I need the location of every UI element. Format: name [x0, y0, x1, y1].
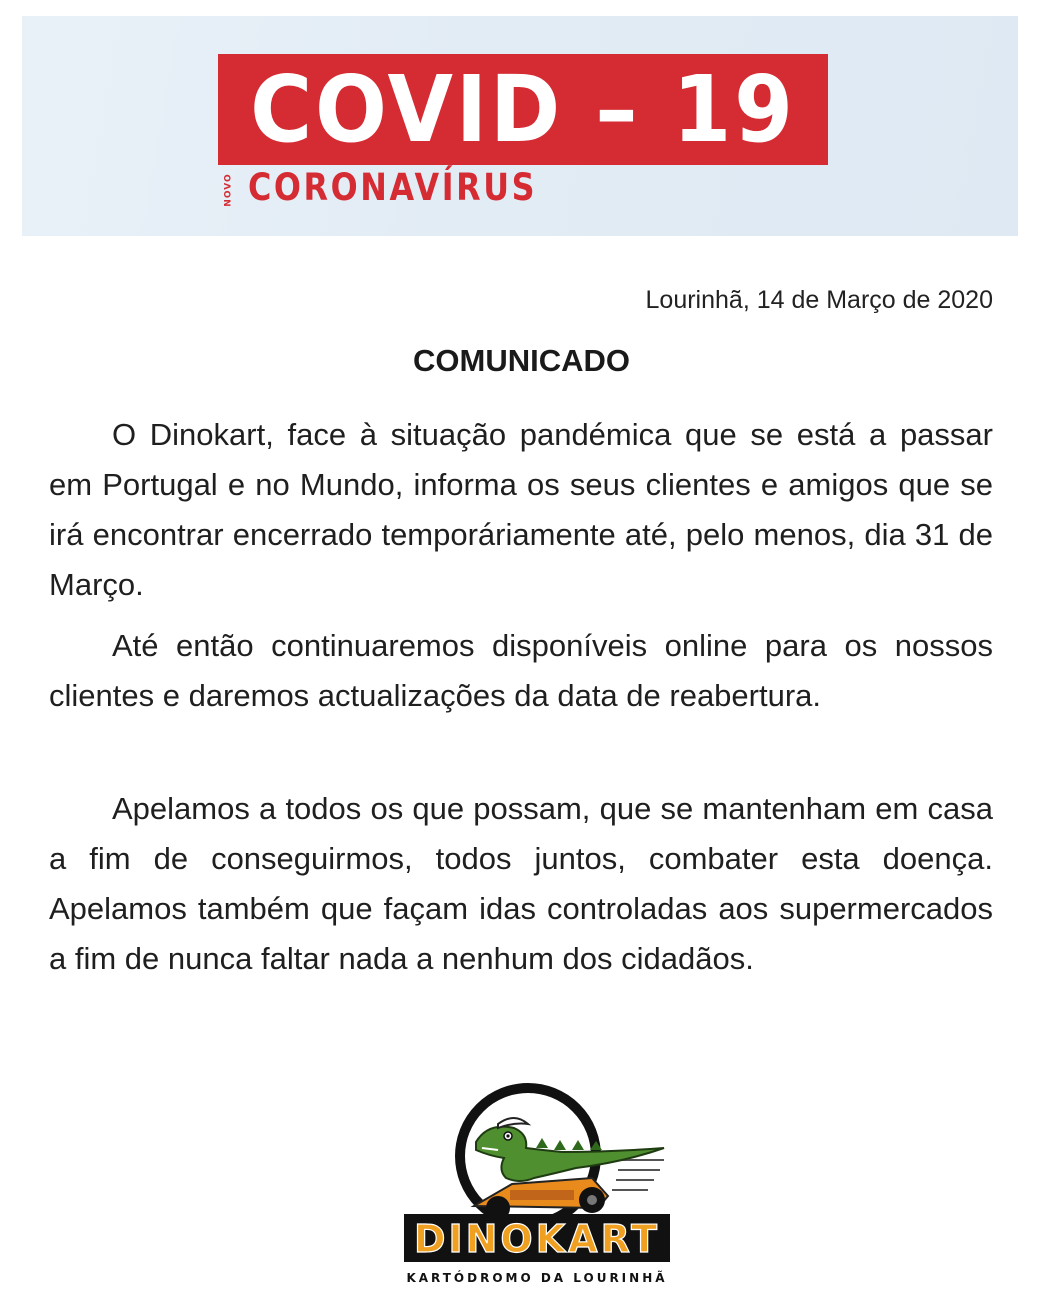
- novo-label-text: NOVO: [224, 173, 234, 207]
- covid-banner: [22, 16, 1018, 236]
- paragraph-2: Até então continuaremos disponíveis online para os nossos clientes e daremos actualizações da data de reabertura.: [49, 628, 993, 713]
- coronavirus-label: CORONAVÍRUS: [248, 166, 538, 209]
- kart-stripe: [510, 1190, 574, 1200]
- date-line: Lourinhã, 14 de Março de 2020: [645, 286, 993, 314]
- paragraph-3: Apelamos a todos os que possam, que se mantenham em casa a fim de conseguirmos, todos juntos, combater esta doença. Apelamos também que façam idas controladas aos supermercados a fim de nunca faltar nada a nenhum dos cidadãos.: [49, 791, 993, 976]
- speed-lines: [612, 1160, 664, 1190]
- letter-heading: COMUNICADO: [413, 343, 630, 378]
- dinokart-logo: [402, 1078, 682, 1288]
- dinosaur-kart-logo-icon: [402, 1078, 682, 1288]
- brand-tagline: KARTÓDROMO DA LOURINHÃ: [406, 1271, 668, 1285]
- covid-title-box: [218, 54, 828, 165]
- novo-label: [223, 173, 235, 207]
- brand-name: DINOKART: [413, 1217, 661, 1261]
- covid-title: COVID – 19: [250, 56, 796, 163]
- paragraph-1: O Dinokart, face à situação pandémica que se está a passar em Portugal e no Mundo, informa os seus clientes e amigos que se irá encontrar encerrado temporáriamente até, pelo menos, dia 31 de Março.: [49, 417, 993, 602]
